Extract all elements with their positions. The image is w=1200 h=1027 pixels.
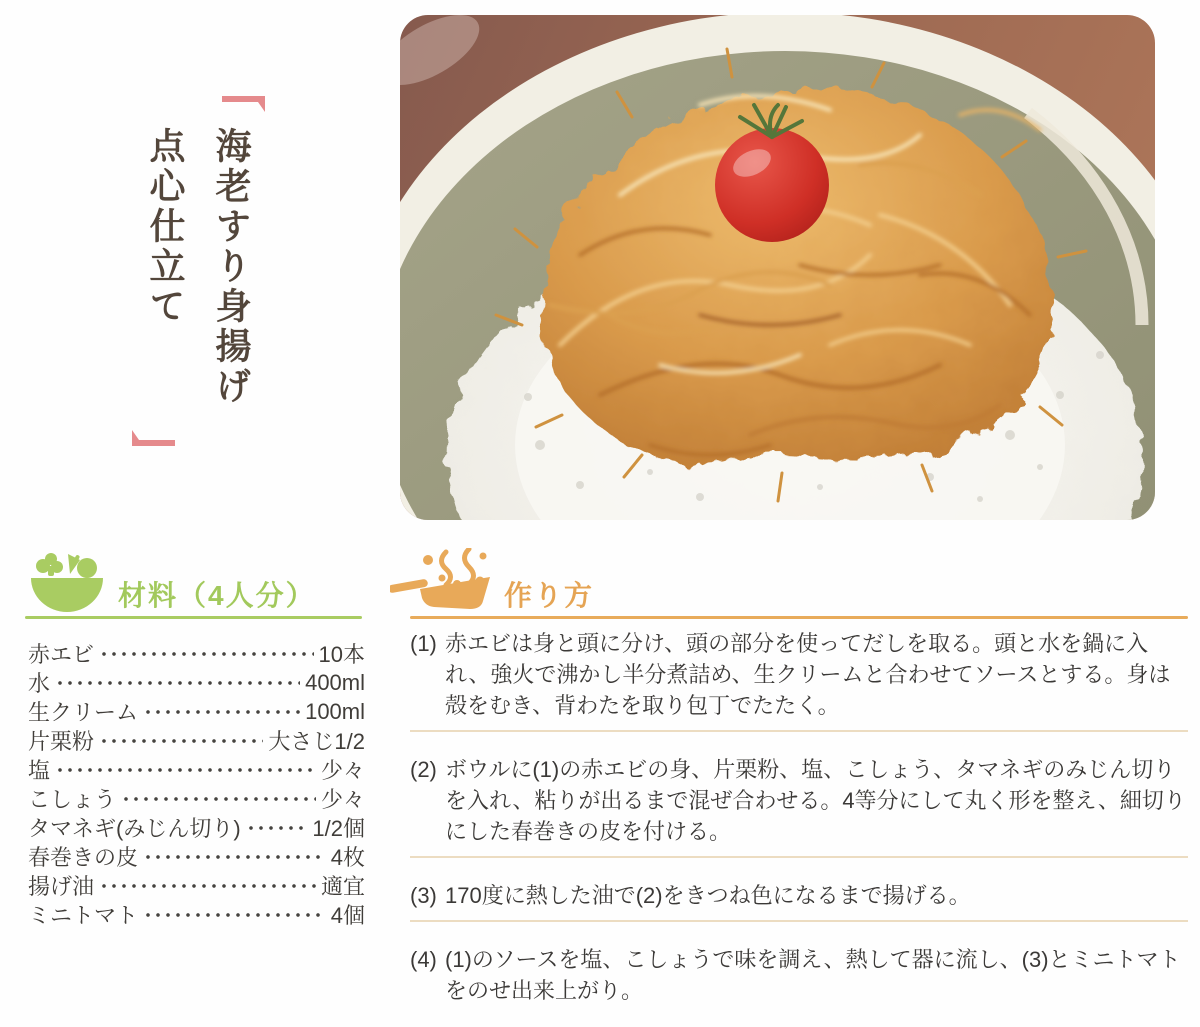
step-text: 赤エビは身と頭に分け、頭の部分を使ってだしを取る。頭と水を鍋に入れ、強火で沸かし半分煮詰め、生クリームと合わせてソースとする。身は殻をむき、背わたを取り包丁でたたく。 (445, 631, 1171, 718)
page-title-line-1: 海老すり身揚げ (211, 127, 252, 407)
ingredient-row: 水 400ml (28, 669, 365, 696)
dish-photo-illustration (400, 15, 1155, 520)
ingredient-row: 塩 少々 (28, 758, 365, 783)
dot-leader (246, 817, 308, 839)
ingredients-rule (25, 616, 362, 619)
dot-leader (55, 672, 300, 694)
page-title-line-2: 点心仕立て (145, 127, 186, 327)
step-number: (4) (410, 947, 437, 972)
salad-bowl-icon (28, 552, 106, 618)
dot-leader (99, 643, 314, 665)
step-text: ボウルに(1)の赤エビの身、片栗粉、塩、こしょう、タマネギのみじん切りを入れ、粘りが出るまで混ぜ合わせる。4等分にして丸く形を整え、細切りにした春巻きの皮を付ける。 (445, 757, 1186, 844)
dot-leader (99, 875, 316, 897)
ingredient-row: 揚げ油 適宜 (28, 874, 365, 899)
step-number: (3) (410, 883, 437, 908)
quote-open-mark (222, 96, 266, 113)
dot-leader (55, 759, 316, 781)
step-text: 170度に熱した油で(2)をきつね色になるまで揚げる。 (445, 883, 971, 908)
step-separator (410, 920, 1188, 922)
ingredient-row: こしょう 少々 (28, 787, 365, 812)
quote-close-mark (131, 429, 175, 446)
dot-leader (121, 788, 316, 810)
step-1 (410, 628, 1188, 721)
directions-title: 作り方 (504, 580, 595, 611)
ingredients-header (28, 552, 316, 618)
step-number: (2) (410, 757, 437, 782)
step-separator (410, 856, 1188, 858)
step-4 (410, 944, 1188, 1006)
ingredient-row: 赤エビ 10本 (28, 642, 365, 667)
directions-rule (410, 616, 1188, 619)
directions-header (390, 548, 594, 618)
step-3 (410, 880, 1188, 911)
ingredient-row: 春巻きの皮 4枚 (28, 845, 365, 870)
dot-leader (143, 904, 326, 926)
step-number: (1) (410, 631, 437, 656)
dish-photo (400, 15, 1155, 520)
ingredients-list (28, 639, 365, 929)
ingredient-row: 片栗粉 大さじ1/2 (28, 729, 365, 754)
dot-leader (143, 846, 326, 868)
dot-leader (99, 730, 263, 752)
ingredients-title: 材料（4人分） (118, 580, 316, 611)
ingredient-row: タマネギ(みじん切り) 1/2個 (28, 816, 365, 841)
step-text: (1)のソースを塩、こしょうで味を調え、熱して器に流し、(3)とミニトマトをのせ出来上がり。 (445, 947, 1181, 1003)
directions-steps (410, 628, 1188, 1006)
step-separator (410, 730, 1188, 732)
ingredient-row: 生クリーム 100ml (28, 698, 365, 725)
ingredient-row: ミニトマト 4個 (28, 903, 365, 928)
frying-pan-icon (390, 548, 492, 618)
step-2 (410, 754, 1188, 847)
dot-leader (143, 701, 300, 723)
page-title (132, 127, 264, 427)
